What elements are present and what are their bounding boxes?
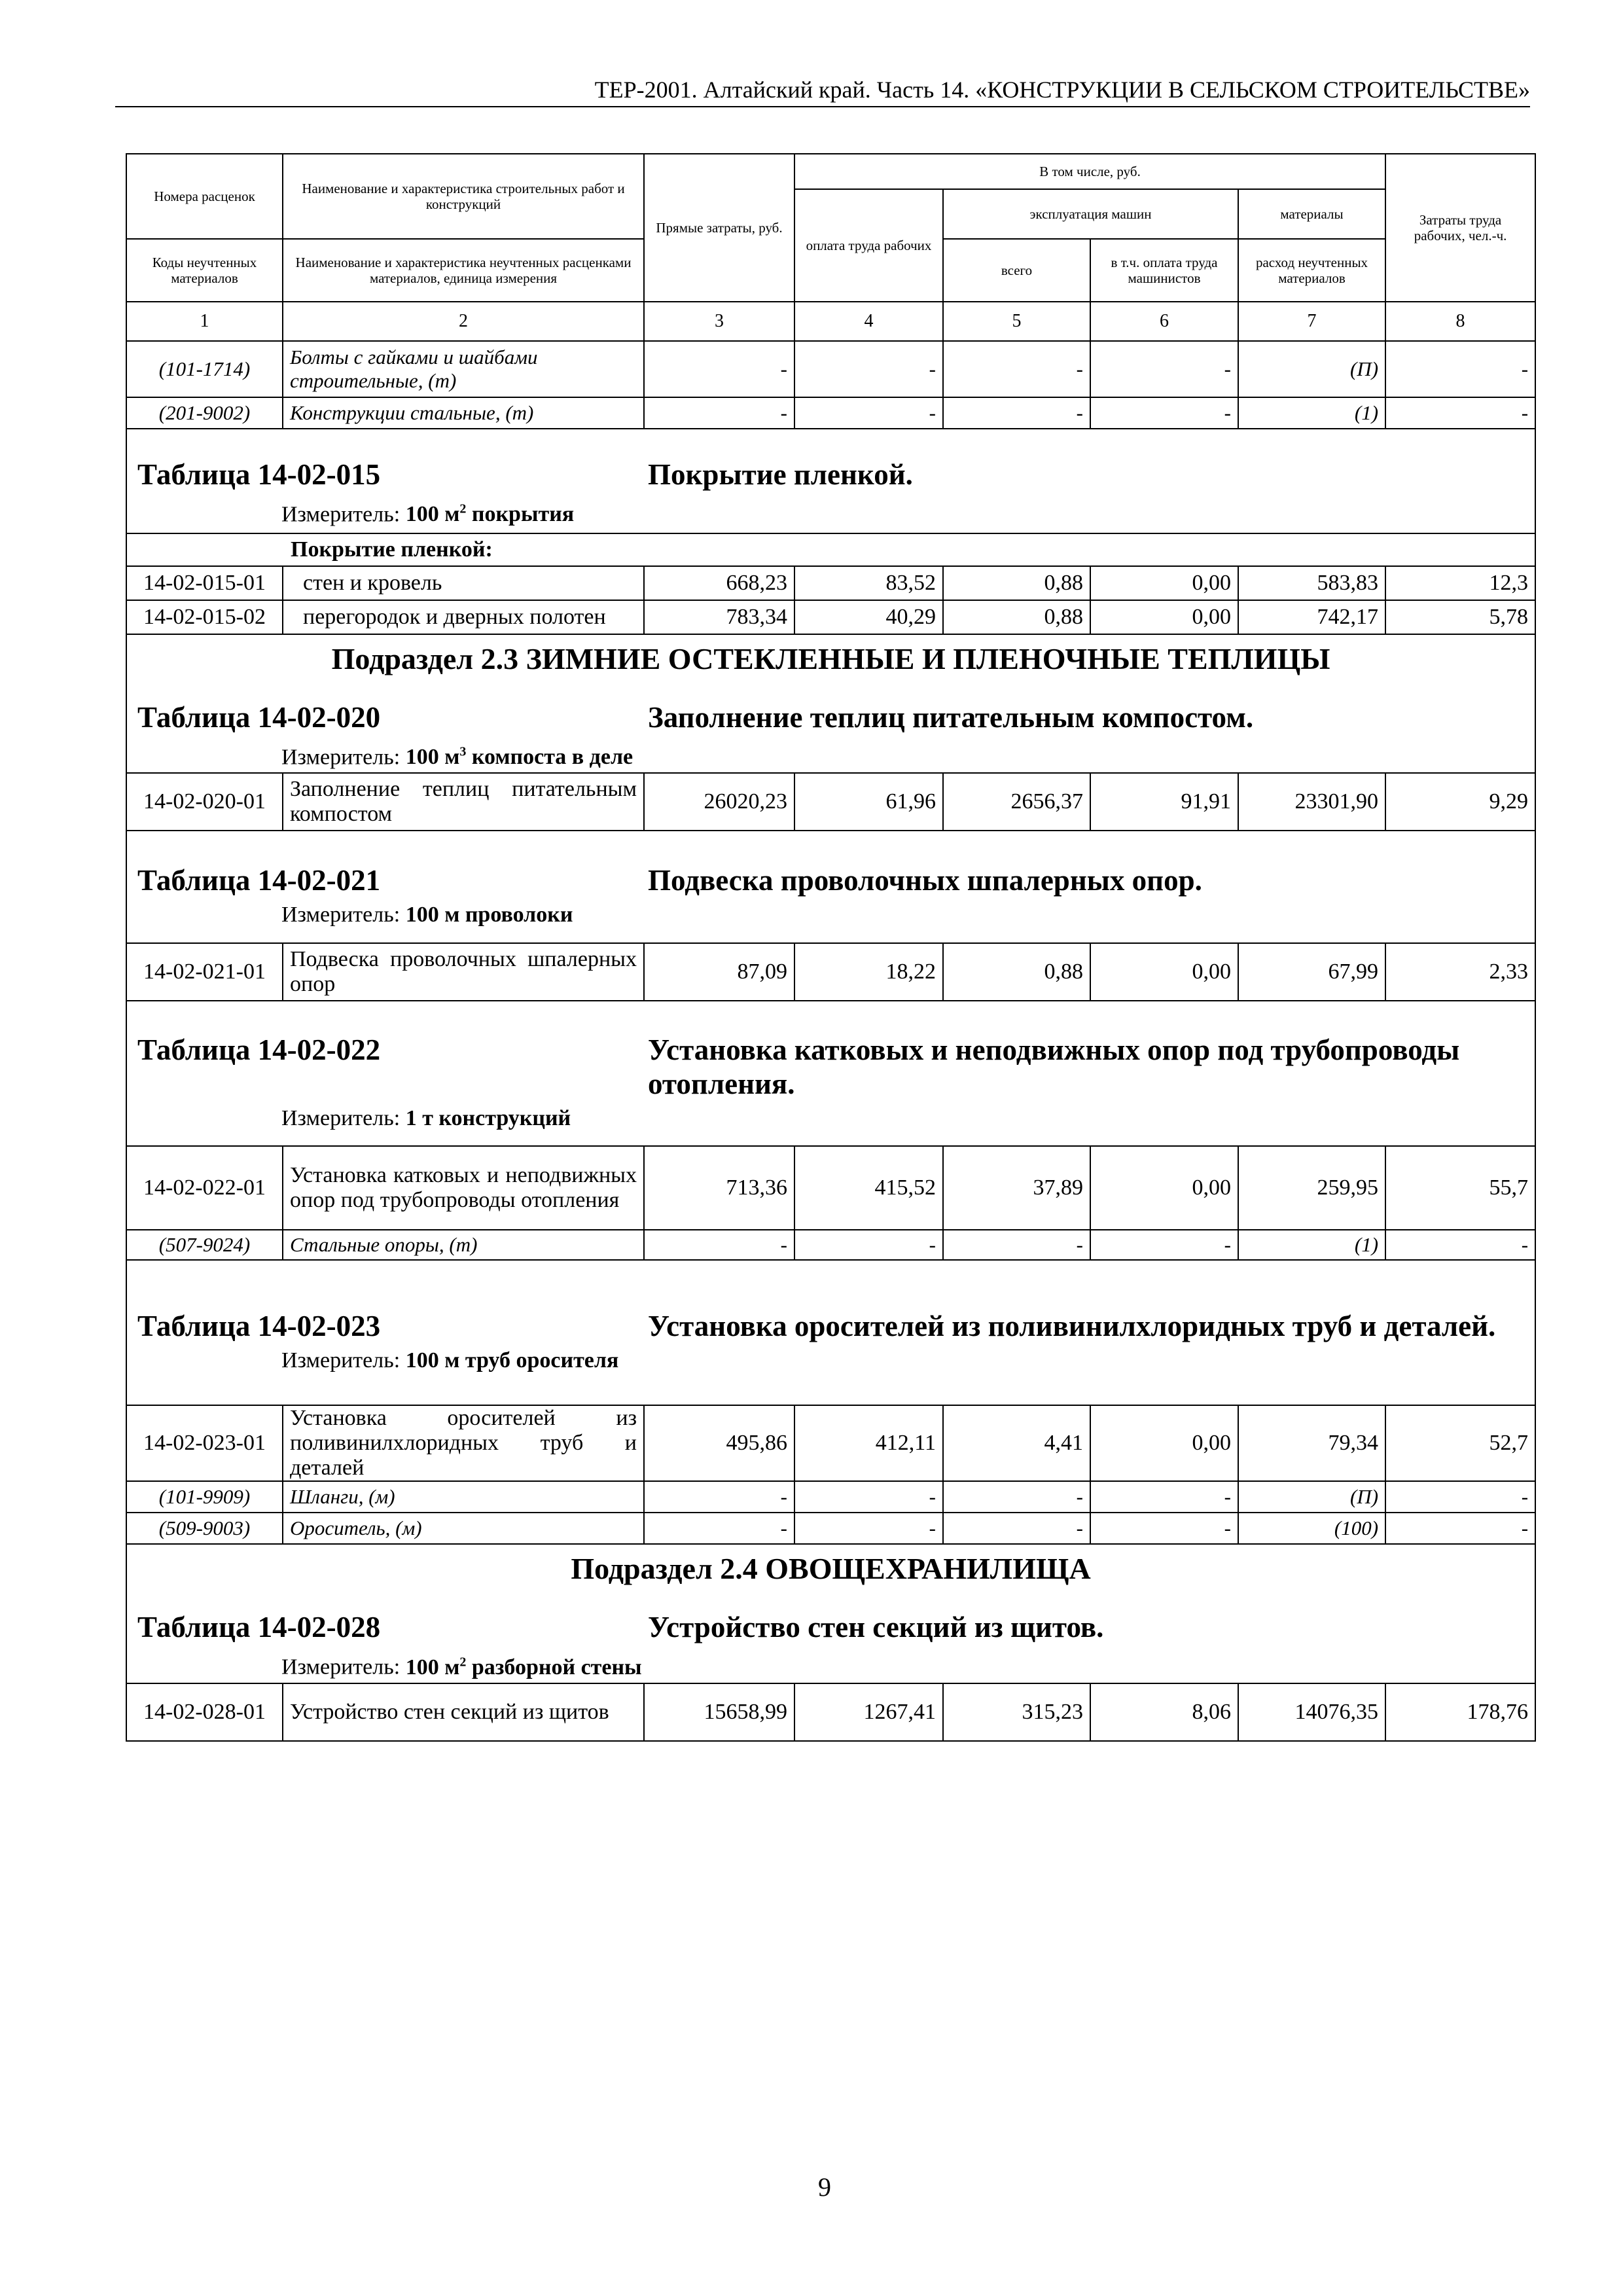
col4-header: оплата труда рабочих: [794, 189, 943, 302]
table-row: [126, 773, 1535, 831]
col7-header: расход неучтенных материалов: [1238, 239, 1385, 302]
value-c5: 0,88: [943, 600, 1090, 634]
subsection-2-3-title: Подраздел 2.3 ЗИМНИЕ ОСТЕКЛЕННЫЕ И ПЛЕНОЧНЫЕ ТЕПЛИЦЫ: [331, 642, 1330, 675]
value-c5: -: [943, 397, 1090, 429]
value-c4: 18,22: [794, 943, 943, 1001]
material-code: (101-1714): [126, 341, 283, 397]
value-c4: 40,29: [794, 600, 943, 634]
materials-header: материалы: [1238, 189, 1385, 239]
value-c6: 91,91: [1090, 773, 1238, 831]
material-name: Ороситель, (м): [283, 1513, 644, 1544]
value-c8: -: [1385, 397, 1535, 429]
rate-name: Устройство стен секций из щитов: [283, 1683, 644, 1741]
table-020-unit: Измеритель: 100 $м^3$ компоста в деле: [281, 745, 633, 770]
table-015-title-row: [126, 429, 1535, 533]
table-row: [126, 943, 1535, 1001]
value-c4: -: [794, 1513, 943, 1544]
value-c3: 783,34: [644, 600, 794, 634]
value-c6: 0,00: [1090, 1146, 1238, 1230]
value-c4: -: [794, 341, 943, 397]
col3-header: Прямые затраты, руб.: [644, 154, 794, 302]
col6-header: в т.ч. оплата труда машинистов: [1090, 239, 1238, 302]
value-c3: 495,86: [644, 1405, 794, 1481]
value-c6: 0,00: [1090, 1405, 1238, 1481]
value-c6: -: [1090, 1513, 1238, 1544]
material-row: [126, 1481, 1535, 1513]
table-021-label: Таблица 14-02-021: [137, 864, 381, 897]
value-c8: 2,33: [1385, 943, 1535, 1001]
table-028-title-row: [126, 1544, 1535, 1683]
col5-header: всего: [943, 239, 1090, 302]
material-row: [126, 341, 1535, 397]
material-name: Шланги, (м): [283, 1481, 644, 1513]
value-c7: (1): [1238, 397, 1385, 429]
column-number: 8: [1385, 302, 1535, 341]
table-023-title: Установка оросителей из поливинилхлоридных труб и деталей.: [648, 1310, 1496, 1343]
value-c6: 0,00: [1090, 566, 1238, 600]
value-c6: -: [1090, 1481, 1238, 1513]
table-023-title-row: [126, 1260, 1535, 1405]
column-number: 3: [644, 302, 794, 341]
table-021-unit: Измеритель: 100 м проволоки: [281, 903, 573, 927]
table-028-label: Таблица 14-02-028: [137, 1611, 381, 1644]
value-c8: -: [1385, 1230, 1535, 1260]
table-028-unit: Измеритель: 100 $м^2$ разборной стены: [281, 1655, 642, 1679]
material-name: Болты с гайками и шайбами строительные, (т): [283, 341, 644, 397]
value-c4: 1267,41: [794, 1683, 943, 1741]
table-020-label: Таблица 14-02-020: [137, 701, 381, 734]
value-c3: 713,36: [644, 1146, 794, 1230]
column-number: 6: [1090, 302, 1238, 341]
value-c4: -: [794, 1481, 943, 1513]
value-c4: 412,11: [794, 1405, 943, 1481]
material-row: [126, 397, 1535, 429]
table-015-unit: Измеритель: 100 $м^2$ покрытия: [281, 501, 575, 527]
value-c8: 178,76: [1385, 1683, 1535, 1741]
value-c3: 15658,99: [644, 1683, 794, 1741]
value-c8: 52,7: [1385, 1405, 1535, 1481]
value-c4: 415,52: [794, 1146, 943, 1230]
value-c8: 9,29: [1385, 773, 1535, 831]
material-row: [126, 1513, 1535, 1544]
value-c5: 4,41: [943, 1405, 1090, 1481]
value-c8: -: [1385, 1481, 1535, 1513]
col2-bottom-header: Наименование и характеристика неучтенных расценками материалов, единица измерения: [283, 239, 644, 302]
value-c6: 8,06: [1090, 1683, 1238, 1741]
rate-name: перегородок и дверных полотен: [283, 600, 644, 634]
value-c4: -: [794, 1230, 943, 1260]
value-c4: 83,52: [794, 566, 943, 600]
material-name: Стальные опоры, (т): [283, 1230, 644, 1260]
table-022-title: Установка катковых и неподвижных опор под трубопроводы отопления.: [648, 1033, 1460, 1101]
value-c8: -: [1385, 341, 1535, 397]
included-header: В том числе, руб.: [794, 154, 1385, 189]
rate-code: 14-02-028-01: [126, 1683, 283, 1741]
material-code: (507-9024): [126, 1230, 283, 1260]
value-c5: 0,88: [943, 566, 1090, 600]
value-c3: -: [644, 1230, 794, 1260]
value-c7: (100): [1238, 1513, 1385, 1544]
column-number: 1: [126, 302, 283, 341]
value-c3: -: [644, 1513, 794, 1544]
table-row: [126, 566, 1535, 600]
value-c7: 259,95: [1238, 1146, 1385, 1230]
rate-code: 14-02-015-02: [126, 600, 283, 634]
column-numbers-row: [126, 302, 1535, 341]
table-015-label: Таблица 14-02-015: [137, 457, 381, 491]
rate-name: Установка катковых и неподвижных опор под трубопроводы отопления: [283, 1146, 644, 1230]
col1-bottom-header: Коды неучтенных материалов: [126, 239, 283, 302]
value-c4: -: [794, 397, 943, 429]
value-c7: 14076,35: [1238, 1683, 1385, 1741]
value-c3: -: [644, 397, 794, 429]
rate-name: стен и кровель: [283, 566, 644, 600]
value-c7: 79,34: [1238, 1405, 1385, 1481]
table-row: [126, 1146, 1535, 1230]
value-c7: (1): [1238, 1230, 1385, 1260]
rate-name: Подвеска проволочных шпалерных опор: [283, 943, 644, 1001]
table-015-subheading-row: [126, 533, 1535, 566]
value-c3: -: [644, 341, 794, 397]
table-015-title: Покрытие пленкой.: [648, 457, 913, 491]
rate-code: 14-02-022-01: [126, 1146, 283, 1230]
table-row: [126, 1683, 1535, 1741]
value-c7: 742,17: [1238, 600, 1385, 634]
machines-header: эксплуатация машин: [943, 189, 1238, 239]
value-c5: 2656,37: [943, 773, 1090, 831]
col2-top-header: Наименование и характеристика строительных работ и конструкций: [283, 154, 644, 239]
column-number: 2: [283, 302, 644, 341]
column-number: 7: [1238, 302, 1385, 341]
value-c3: 87,09: [644, 943, 794, 1001]
rate-name: Установка оросителей из поливинилхлоридных труб и деталей: [283, 1405, 644, 1481]
value-c4: 61,96: [794, 773, 943, 831]
value-c5: -: [943, 1513, 1090, 1544]
value-c7: 67,99: [1238, 943, 1385, 1001]
value-c8: 55,7: [1385, 1146, 1535, 1230]
column-number: 5: [943, 302, 1090, 341]
page-number: 9: [818, 2172, 831, 2202]
column-number: 4: [794, 302, 943, 341]
col8-header: Затраты труда рабочих, чел.-ч.: [1385, 154, 1535, 302]
value-c3: 26020,23: [644, 773, 794, 831]
table-023-unit: Измеритель: 100 м труб оросителя: [281, 1348, 619, 1373]
table-022-unit: Измеритель: 1 т конструкций: [281, 1106, 571, 1131]
table-020-title-row: [126, 634, 1535, 773]
value-c5: -: [943, 341, 1090, 397]
value-c7: 583,83: [1238, 566, 1385, 600]
table-015-subheading: Покрытие пленкой:: [283, 533, 1535, 566]
value-c6: -: [1090, 397, 1238, 429]
value-c7: 23301,90: [1238, 773, 1385, 831]
price-table: [126, 153, 1536, 1742]
value-c5: 315,23: [943, 1683, 1090, 1741]
value-c6: -: [1090, 341, 1238, 397]
rate-name: Заполнение теплиц питательным компостом: [283, 773, 644, 831]
material-code: (509-9003): [126, 1513, 283, 1544]
table-022-label: Таблица 14-02-022: [137, 1033, 381, 1067]
col1-top-header: Номера расценок: [126, 154, 283, 239]
subsection-2-4-title: Подраздел 2.4 ОВОЩЕХРАНИЛИЩА: [571, 1552, 1091, 1586]
material-name: Конструкции стальные, (т): [283, 397, 644, 429]
value-c6: -: [1090, 1230, 1238, 1260]
material-code: (101-9909): [126, 1481, 283, 1513]
rate-code: 14-02-021-01: [126, 943, 283, 1001]
value-c6: 0,00: [1090, 943, 1238, 1001]
value-c3: 668,23: [644, 566, 794, 600]
material-code: (201-9002): [126, 397, 283, 429]
table-021-title-row: [126, 831, 1535, 943]
value-c5: -: [943, 1230, 1090, 1260]
value-c8: -: [1385, 1513, 1535, 1544]
table-023-label: Таблица 14-02-023: [137, 1310, 381, 1343]
value-c6: 0,00: [1090, 600, 1238, 634]
value-c5: 0,88: [943, 943, 1090, 1001]
value-c5: 37,89: [943, 1146, 1090, 1230]
value-c5: -: [943, 1481, 1090, 1513]
table-row: [126, 600, 1535, 634]
value-c8: 5,78: [1385, 600, 1535, 634]
value-c7: (П): [1238, 341, 1385, 397]
table-022-title-row: [126, 1001, 1535, 1146]
table-020-title: Заполнение теплиц питательным компостом.: [648, 701, 1254, 734]
rate-code: 14-02-023-01: [126, 1405, 283, 1481]
value-c8: 12,3: [1385, 566, 1535, 600]
table-021-title: Подвеска проволочных шпалерных опор.: [648, 864, 1202, 897]
rate-code: 14-02-020-01: [126, 773, 283, 831]
material-row: [126, 1230, 1535, 1260]
value-c3: -: [644, 1481, 794, 1513]
table-028-title: Устройство стен секций из щитов.: [648, 1611, 1104, 1644]
table-row: [126, 1405, 1535, 1481]
page-header: ТЕР-2001. Алтайский край. Часть 14. «КОНСТРУКЦИИ В СЕЛЬСКОМ СТРОИТЕЛЬСТВЕ»: [115, 73, 1530, 107]
rate-code: 14-02-015-01: [126, 566, 283, 600]
value-c7: (П): [1238, 1481, 1385, 1513]
